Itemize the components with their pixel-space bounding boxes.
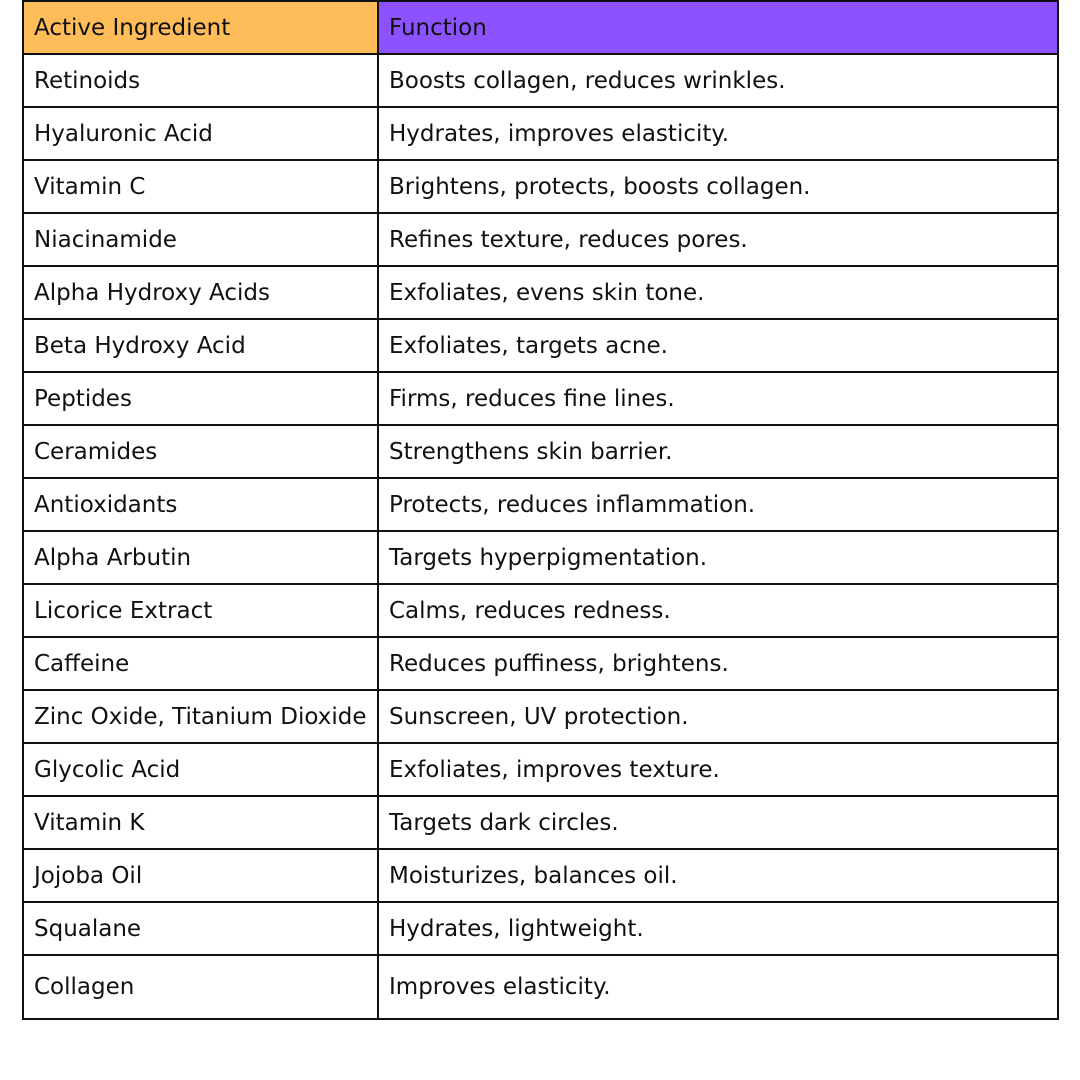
table-row <box>23 743 1058 796</box>
ingredient-cell: Vitamin C <box>23 160 378 213</box>
header-active-ingredient: Active Ingredient <box>23 1 378 54</box>
table-row <box>23 266 1058 319</box>
function-cell: Exfoliates, evens skin tone. <box>378 266 1058 319</box>
ingredients-table <box>22 0 1059 1020</box>
table-row <box>23 160 1058 213</box>
function-cell: Exfoliates, targets acne. <box>378 319 1058 372</box>
table-row <box>23 213 1058 266</box>
ingredient-cell: Glycolic Acid <box>23 743 378 796</box>
function-cell: Firms, reduces fine lines. <box>378 372 1058 425</box>
ingredient-cell: Antioxidants <box>23 478 378 531</box>
ingredient-cell: Beta Hydroxy Acid <box>23 319 378 372</box>
table-row <box>23 54 1058 107</box>
function-cell: Reduces puffiness, brightens. <box>378 637 1058 690</box>
function-cell: Protects, reduces inflammation. <box>378 478 1058 531</box>
table-row <box>23 902 1058 955</box>
ingredient-cell: Caffeine <box>23 637 378 690</box>
table-row <box>23 584 1058 637</box>
function-cell: Sunscreen, UV protection. <box>378 690 1058 743</box>
table-row <box>23 107 1058 160</box>
ingredient-cell: Alpha Arbutin <box>23 531 378 584</box>
function-cell: Hydrates, improves elasticity. <box>378 107 1058 160</box>
table-row <box>23 372 1058 425</box>
table-row <box>23 955 1058 1019</box>
ingredient-cell: Collagen <box>23 955 378 1019</box>
table-row <box>23 796 1058 849</box>
table-row <box>23 690 1058 743</box>
ingredient-cell: Squalane <box>23 902 378 955</box>
function-cell: Targets dark circles. <box>378 796 1058 849</box>
function-cell: Brightens, protects, boosts collagen. <box>378 160 1058 213</box>
table-row <box>23 319 1058 372</box>
ingredient-cell: Zinc Oxide, Titanium Dioxide <box>23 690 378 743</box>
ingredient-cell: Jojoba Oil <box>23 849 378 902</box>
function-cell: Calms, reduces redness. <box>378 584 1058 637</box>
function-cell: Exfoliates, improves texture. <box>378 743 1058 796</box>
table-header-row <box>23 1 1058 54</box>
ingredient-cell: Ceramides <box>23 425 378 478</box>
function-cell: Targets hyperpigmentation. <box>378 531 1058 584</box>
function-cell: Refines texture, reduces pores. <box>378 213 1058 266</box>
function-cell: Improves elasticity. <box>378 955 1058 1019</box>
ingredient-cell: Niacinamide <box>23 213 378 266</box>
function-cell: Moisturizes, balances oil. <box>378 849 1058 902</box>
table-row <box>23 531 1058 584</box>
ingredient-cell: Peptides <box>23 372 378 425</box>
header-function: Function <box>378 1 1058 54</box>
ingredient-cell: Hyaluronic Acid <box>23 107 378 160</box>
function-cell: Boosts collagen, reduces wrinkles. <box>378 54 1058 107</box>
table-row <box>23 478 1058 531</box>
function-cell: Hydrates, lightweight. <box>378 902 1058 955</box>
ingredient-cell: Alpha Hydroxy Acids <box>23 266 378 319</box>
ingredient-cell: Retinoids <box>23 54 378 107</box>
table-row <box>23 637 1058 690</box>
table-body <box>23 54 1058 1019</box>
table-row <box>23 849 1058 902</box>
ingredient-cell: Vitamin K <box>23 796 378 849</box>
function-cell: Strengthens skin barrier. <box>378 425 1058 478</box>
ingredient-cell: Licorice Extract <box>23 584 378 637</box>
table-row <box>23 425 1058 478</box>
